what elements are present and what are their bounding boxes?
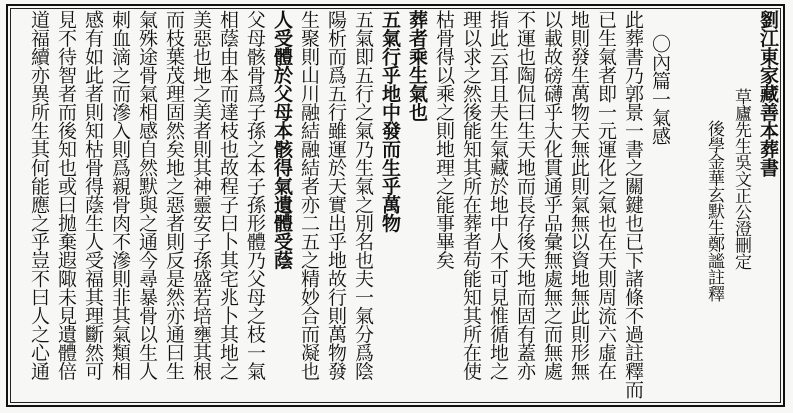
text-column-c10: 不運也陶侃曰生天地而長存後天地而固有蓋亦 [514,10,536,380]
text-column-c26: 感有如此者則知枯骨得蔭生人受福其理斷然可 [82,10,104,380]
text-column-c17: 陽析而爲五行雖運於天實出乎地故行則萬物發 [325,10,347,380]
text-column-author2: 後學金華玄默生鄭謐註釋 [704,120,724,302]
text-column-c25: 刺血滴之而滲入則爲親骨肉不滲則非其氣類相 [109,10,131,380]
text-column-c23: 而枝葉茂理固然矣地之惡者則反是然亦通曰生 [163,10,185,380]
text-column-c21: 相蔭由本而達枝也故程子曰卜其宅兆卜其地之 [217,10,239,380]
text-column-c28: 道福續亦異所生其何能應之乎豈不曰人之心通 [28,10,50,380]
text-column-c19: 人受體於父母本骸得氣遺體受蔭 [271,10,293,269]
text-column-c14: 葬者乘生氣也 [406,10,428,121]
text-column-inner-chapter: 〇內篇一氣感 [649,34,671,145]
text-columns [14,10,779,402]
text-column-c27: 見不待智者而後知也或曰拋棄遐陬未見遺體倍 [55,10,77,380]
text-column-author1: 草廬先生吳文正公澄刪定 [731,88,751,270]
text-column-c24: 氣殊途骨氣相感自然默與之通今尋暴骨以生人 [136,10,158,380]
text-column-c9: 以載故磅礴乎大化貫通乎品彙無處無之而無處 [541,10,563,380]
text-column-c22: 美惡也地之美者則其神靈安子孫盛若培壅其根 [190,10,212,380]
text-column-c15: 五氣行乎地中發而生乎萬物 [379,10,401,232]
text-column-c7: 已生氣者即一元運化之氣也在天則周流六虛在 [595,10,617,380]
text-column-c20: 父母骸骨爲子孫之本子孫形體乃父母之枝一氣 [244,10,266,380]
text-column-empty1 [675,10,699,402]
text-column-c18: 生聚則山川融結融結者亦二五之精妙合而凝也 [298,10,320,380]
text-column-c11: 指此云耳且夫生氣藏於地中人不可見惟循地之 [487,10,509,380]
text-column-c8: 地則發生萬物天無此則氣無以資地無此則形無 [568,10,590,380]
text-column-c13: 枯骨得以乘之則地理之能事畢矣 [433,10,455,269]
text-column-title: 劉江東家藏善本葬書 [757,10,779,177]
text-column-c12: 理以求之然後能知其所在葬者苟能知其所在使 [460,10,482,380]
text-column-c16: 五氣即五行之氣乃生氣之別名也夫一氣分爲陰 [352,10,374,380]
text-column-c6: 此葬書乃郭景一書之關鍵也已下諸條不過註釋而 [622,10,644,399]
